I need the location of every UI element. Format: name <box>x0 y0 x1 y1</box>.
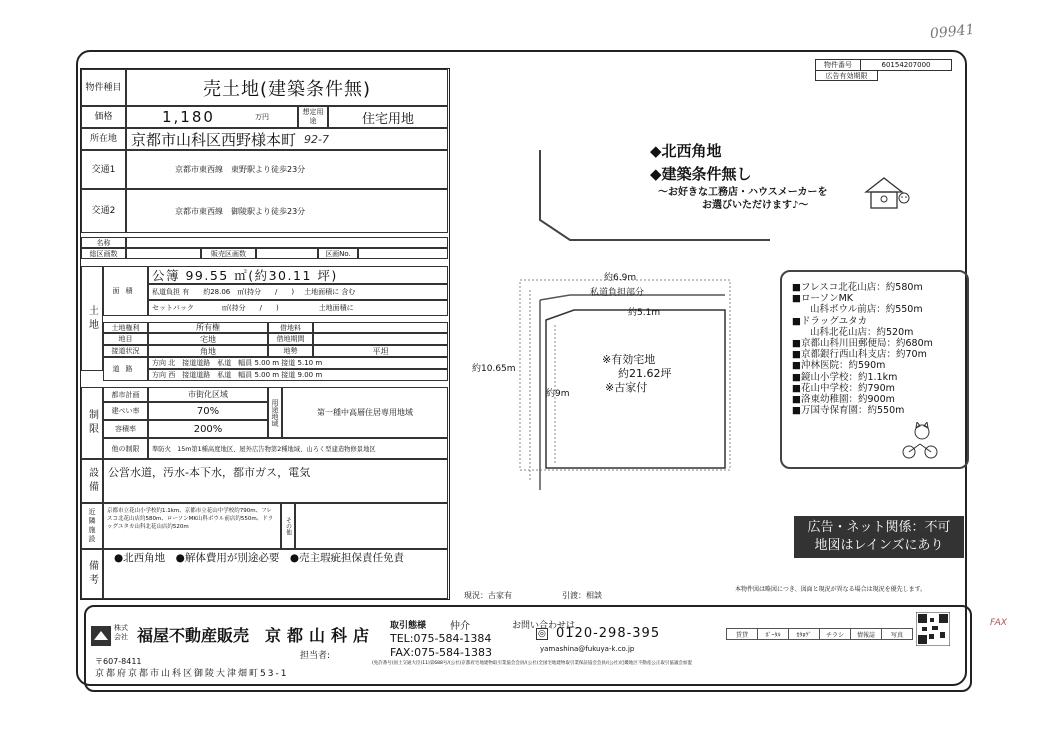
address: 京都府京都市山科区御陵大津畑町53-1 <box>95 669 289 679</box>
footer-option-box: 写真 <box>881 628 913 640</box>
headline-sub1: ～お好きな工務店・ハウスメーカーを <box>658 187 828 198</box>
price-label: 価格 <box>94 112 113 122</box>
land-rights-cell <box>148 322 268 333</box>
nearby-facilities-box <box>780 270 969 469</box>
bcr-cell <box>148 402 268 420</box>
land-section-label: 土地 <box>86 304 98 333</box>
setback-cell <box>148 300 448 316</box>
nearby-facility-item: ■万国寺保育園：約550m <box>792 405 905 417</box>
nearby-facility-item: ■京都山科川田郵便局：約680m <box>792 338 933 350</box>
other-restriction-value: 準防火 15m第1種高度地区、屋外広告物第2種地域、山ろく型建造物修景地区 <box>152 446 376 453</box>
nearby-facility-item: ■沖林医院：約590m <box>792 360 886 372</box>
footer-option-box: 情報誌 <box>850 628 882 640</box>
remarks-label: 備考 <box>86 560 98 588</box>
nearby-text: 京都市立花山小学校約1.1km、京都市立花山中学校約790m、フレスコ北花山店約580m、ローソンMK山科ボウル前店約550m、ドラッグユタカ山科北花山店約520m <box>107 508 274 530</box>
nearby-label-cell <box>81 503 103 549</box>
facilities-value: 公営水道，汚水-本下水，都市ガス，電気 <box>108 466 311 479</box>
deal-type-value: 仲介 <box>450 621 470 632</box>
sale-lots-label-cell <box>201 248 256 259</box>
lease-period-cell <box>313 333 448 345</box>
bcr-label-cell <box>103 402 148 420</box>
lease-period-label: 借地期間 <box>276 335 305 343</box>
dim-inner-left: 約9m <box>546 389 570 399</box>
far-label-cell <box>103 420 148 438</box>
lease-period-label-cell <box>268 333 313 345</box>
far-label: 容積率 <box>115 425 136 433</box>
area-label: 面積 <box>112 287 139 295</box>
footer-option-box: 賃貸 <box>726 628 758 640</box>
city-plan-value: 市街化区域 <box>188 390 228 399</box>
branch-name: 京都山科店 <box>265 626 376 645</box>
lot-no-label-cell <box>318 248 358 259</box>
nearby-facility-item: ■洛東幼稚園：約900m <box>792 394 895 406</box>
zoning-value: 第一種中高層住居専用地域 <box>317 408 413 417</box>
transport1-value: 京都市東西線 東野駅より徒歩23分 <box>175 165 306 174</box>
facilities-label-cell <box>81 459 103 503</box>
nearby-text-cell <box>103 503 281 549</box>
contact-label: 接道状況 <box>111 347 140 355</box>
price-label-cell <box>81 106 126 128</box>
other-restriction-label-cell <box>103 438 148 459</box>
nearby-facilities-list <box>792 282 933 416</box>
total-lots-cell <box>126 248 201 259</box>
zoning-label: 用途地域 <box>271 398 279 427</box>
fax: FAX:075-584-1383 <box>390 646 493 659</box>
ad-validity-label: 広告有効期限 <box>825 71 868 80</box>
handwritten-fax-mark: FAX <box>990 618 1007 628</box>
private-road-label: 私道負担部分 <box>590 288 645 298</box>
other-cell <box>295 503 448 549</box>
nearby-facility-item: ■フレスコ北花山店：約580m <box>792 282 923 293</box>
city-plan-label: 都市計画 <box>111 390 140 399</box>
type-label-cell <box>81 69 126 106</box>
total-lots-label-cell <box>81 248 126 259</box>
terrain-label-cell <box>268 345 313 357</box>
license-info: (免許番号)国土交通大臣(11)第688号/(公社)京都府宅地建物取引業協会会員/(公社)全国宅地建物取引業保証協会会員/(公社)近畿地区不動産公正取引協議会加盟 <box>372 661 692 666</box>
price-value-cell <box>126 106 298 128</box>
land-area-inclusion-2: 土地面積に <box>318 304 354 312</box>
assumed-use-value: 住宅用地 <box>361 111 414 127</box>
remarks-value: ●北西角地 ●解体費用が別途必要 ●売主瑕疵担保責任免責 <box>114 552 404 564</box>
facilities-cell <box>103 459 448 503</box>
zoning-cell <box>282 387 448 438</box>
road1-cell <box>148 357 448 369</box>
sale-lots-cell <box>256 248 318 259</box>
property-number: 60154207000 <box>881 61 931 69</box>
restriction-section-label: 制限 <box>86 409 98 437</box>
price-unit: 万円 <box>254 113 269 121</box>
name-value-cell <box>126 237 448 248</box>
land-rights-value: 所有権 <box>196 323 220 332</box>
ad-validity-label-cell <box>815 70 878 81</box>
handover: 引渡：相談 <box>562 591 602 600</box>
assumed-use-label-cell <box>298 106 328 128</box>
bcr-value: 70% <box>196 405 220 417</box>
land-rights-label: 土地権利 <box>111 323 140 332</box>
headline-no-condition: ◆建築条件無し <box>650 165 752 183</box>
handwritten-doc-number: 09941 <box>929 21 976 43</box>
dim-top: 約6.9m <box>604 273 637 283</box>
type-value-cell <box>126 69 448 106</box>
company-kabu: 株式会社 <box>114 624 128 641</box>
other-restriction-cell <box>148 438 448 459</box>
nearby-facility-item: ■花山中学校：約790m <box>792 382 895 394</box>
ad-notice-line2: 地図はレインズにあり <box>814 538 944 553</box>
ad-notice-line1: 広告・ネット関係：不可 <box>807 520 951 535</box>
land-section-label-cell <box>81 266 103 371</box>
zoning-label-cell <box>268 387 282 438</box>
category-label: 地目 <box>118 335 133 343</box>
assumed-use-cell <box>328 106 448 128</box>
facilities-label: 設備 <box>86 467 98 495</box>
far-value: 200% <box>193 423 223 435</box>
far-cell <box>148 420 268 438</box>
nearby-facility-item: ■ローソンMK <box>792 293 854 305</box>
bcr-label: 建ぺい率 <box>111 407 140 415</box>
private-road-cell <box>148 284 448 300</box>
current-state: 現況：古家有 <box>464 591 512 600</box>
transport2-label-cell <box>81 189 126 233</box>
freedial: 0120-298-395 <box>556 626 661 641</box>
company-logo-icon <box>90 625 112 647</box>
effective-land-label: ※有効宅地 <box>602 353 656 366</box>
road-label: 道路 <box>112 365 139 373</box>
ad-notice-banner <box>794 516 964 558</box>
area-label-cell <box>103 266 148 316</box>
transport1-label: 交通1 <box>91 164 116 175</box>
company-name: 福屋不動産販売 <box>137 626 250 645</box>
road-label-cell <box>103 357 148 381</box>
terrain-value: 平坦 <box>372 346 389 356</box>
location-label-cell <box>81 128 126 150</box>
other-label-cell <box>281 503 295 549</box>
nearby-facility-item: ■京都銀行西山科支店：約70m <box>792 349 927 361</box>
lease-fee-cell <box>313 322 448 333</box>
contact-cell <box>148 345 268 357</box>
nearby-facility-item: ■鏡山小学校：約1.1km <box>792 371 898 383</box>
area-public-cell <box>148 266 448 284</box>
city-plan-cell <box>148 387 268 402</box>
deal-type-label: 取引態様 <box>390 621 427 631</box>
category-label-cell <box>103 333 148 345</box>
tel: TEL:075-584-1384 <box>390 632 492 645</box>
lease-fee-label: 借地料 <box>280 323 301 332</box>
transport2-label: 交通2 <box>91 206 116 216</box>
assumed-use-label: 想定用途 <box>302 108 324 125</box>
inquiry-label: お問い合わせは <box>512 621 576 631</box>
nearby-facility-item: ■ドラッグユタカ <box>792 315 868 327</box>
terrain-cell <box>313 345 448 357</box>
footer-option-box: ﾎﾞｰﾀﾙ <box>757 628 789 640</box>
transport1-label-cell <box>81 150 126 189</box>
nearby-label: 近隣施設 <box>88 508 96 544</box>
headline-sub2: お選びいただけます♪～ <box>702 200 809 211</box>
footer-option-box: チラシ <box>819 628 851 640</box>
email: yamashina@fukuya-k.co.jp <box>540 645 635 653</box>
nearby-facility-item: 山科ボウル前店：約550m <box>810 304 923 316</box>
location-value: 京都市山科区西野様本町 <box>131 130 297 149</box>
area-public: 公簿 99.55 ㎡(約30.11 坪) <box>152 268 338 283</box>
lease-fee-label-cell <box>268 322 313 333</box>
other-label: その他 <box>284 517 292 535</box>
headline-corner: ◆北西角地 <box>650 142 722 160</box>
private-road-burden: 私道負担 有 約28.06 ㎡(持分 / ) <box>152 288 295 296</box>
dim-inner-top: 約5.1m <box>628 308 661 318</box>
site-plan-diagram <box>470 150 770 490</box>
nearby-facility-item: 山科北花山店：約520m <box>810 326 914 338</box>
transport2-value: 京都市東西線 御陵駅より徒歩23分 <box>175 206 306 216</box>
contact-value: 角地 <box>200 346 216 356</box>
freedial-icon: ◎ <box>538 629 546 639</box>
old-house-label: ※古家付 <box>605 381 648 394</box>
lot-no-label: 区画No. <box>325 249 351 258</box>
road2: 方向 西 接道道路 私道 幅員 5.00 m 接道 9.00 m <box>152 371 323 379</box>
category-value: 宅地 <box>200 334 216 344</box>
person-label: 担当者: <box>300 651 331 661</box>
name-label: 名称 <box>96 238 111 247</box>
sale-lots-label: 販売区画数 <box>211 249 246 258</box>
category-cell <box>148 333 268 345</box>
property-info-table <box>80 68 450 600</box>
road1: 方向 北 接道道路 私道 幅員 5.00 m 接道 5.10 m <box>152 359 323 367</box>
total-lots-label: 総区画数 <box>89 249 118 258</box>
footer-option-box: ｶﾀﾛｸﾞ <box>788 628 820 640</box>
map-note: 本物件図は略図につき、図面と現況が異なる場合は現況を優先します。 <box>735 586 927 593</box>
type-value: 売土地(建築条件無) <box>202 78 372 100</box>
land-area-inclusion-1: 土地面積に 含む <box>304 288 356 296</box>
property-number-label: 物件番号 <box>824 61 852 69</box>
terrain-label: 地勢 <box>283 347 298 355</box>
dim-left: 約10.65m <box>472 364 516 374</box>
remarks-cell <box>103 549 448 599</box>
transport2-value-cell <box>126 189 448 233</box>
city-plan-label-cell <box>103 387 148 402</box>
location-label: 所在地 <box>89 134 117 144</box>
effective-land-area: 約21.62坪 <box>618 367 672 380</box>
transport1-value-cell <box>126 150 448 189</box>
house-illustration-icon <box>862 172 912 212</box>
location-value-cell <box>126 128 448 150</box>
type-label: 物件種目 <box>85 82 122 93</box>
restriction-section-label-cell <box>81 387 103 459</box>
setback: セットバック ㎡(持分 / ) <box>152 304 279 312</box>
contact-label-cell <box>103 345 148 357</box>
price-value: 1,180 <box>162 108 215 126</box>
name-label-cell <box>81 237 126 248</box>
land-rights-label-cell <box>103 322 148 333</box>
lot-no-cell <box>358 248 448 259</box>
location-handwritten: 92-7 <box>304 132 329 146</box>
road2-cell <box>148 369 448 381</box>
other-restriction-label: 他の制限 <box>111 444 140 453</box>
cat-bicycle-illustration-icon <box>900 422 940 460</box>
postal-code: 〒607-8411 <box>95 657 142 666</box>
qr-code-icon <box>916 612 950 646</box>
remarks-label-cell <box>81 549 103 599</box>
